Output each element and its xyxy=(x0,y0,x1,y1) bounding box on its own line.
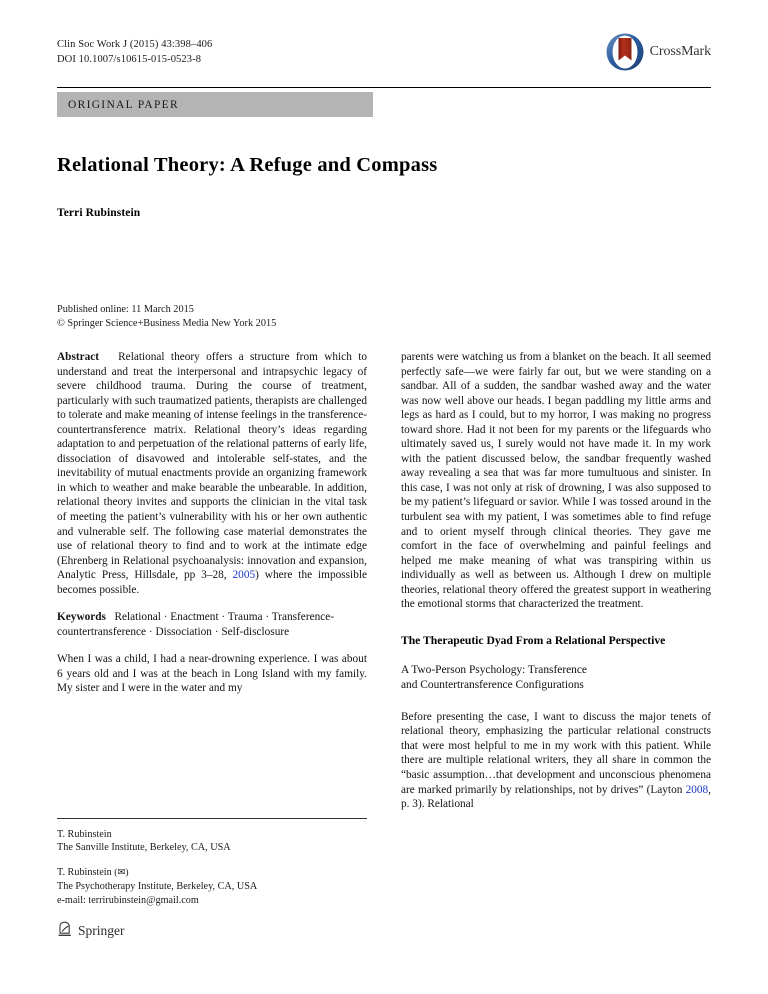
subsection-heading-line1: A Two-Person Psychology: Transference xyxy=(401,663,587,676)
keywords-paragraph xyxy=(57,610,367,639)
abstract-citation-link[interactable]: 2005 xyxy=(232,569,256,582)
affiliation-2-address: The Psychotherapy Institute, Berkeley, CA, USA xyxy=(57,881,258,893)
doi-line: DOI 10.1007/s10615-015-0523-8 xyxy=(57,53,202,65)
publisher-logo xyxy=(57,921,125,938)
affiliation-2-email[interactable]: e-mail: terrirubinstein@gmail.com xyxy=(57,894,199,906)
intro-paragraph-right: parents were watching us from a blanket on the beach. It all seemed perfectly safe—we were fairly far out, but we were standing on a sandbar. All of a sudden, the sandbar washed away and the water was now well above our heads. I began paddling my little arms and legs as hard as I could, but to my horror, I was making no progress toward shore. Had it not been for my parents or the lifeguards who ultimately saved us, I surely would not have made it. In my work with the patient discussed below, the sandbar frequently washed away revealing a sea that was far more tumultuous and sinister. In this case, I was not only at risk of drowning, I was also supposed to be my patient’s lifeguard or savior. While I was tossed around in the turbulent sea with my patient, I was sometimes able to find refuge and to orient myself through clinical theories. They gave me comfort in the face of overwhelming and painful feelings and helped me make meaning of what was transpiring within us individually as well as between us. Although I drew on multiple theories, relational theory offered the greatest support in weathering the emotional storms that characterized the treatment. xyxy=(401,351,711,611)
crossmark-badge[interactable] xyxy=(605,32,711,72)
publisher-name: Springer xyxy=(78,923,125,938)
footnote-divider xyxy=(57,818,367,819)
keywords-list: Relational · Enactment · Trauma · Transference-countertransference · Dissociation · Self-disclosure xyxy=(57,611,335,638)
masthead-divider xyxy=(57,87,711,88)
article-type-banner xyxy=(57,92,373,117)
affiliation-2 xyxy=(57,866,367,907)
affiliation-1 xyxy=(57,828,367,855)
springer-knight-icon xyxy=(57,921,73,938)
affiliation-1-name: T. Rubinstein xyxy=(57,829,112,840)
section-spacer xyxy=(401,612,711,633)
subsection-spacer xyxy=(401,648,711,663)
crossmark-label: CrossMark xyxy=(649,44,711,59)
crossmark-icon xyxy=(605,32,645,72)
affiliation-2-name-row xyxy=(57,866,367,880)
tenets-text-part1: Before presenting the case, I want to discuss the major tenets of relational theory, emphasizing the particular relational constructs that were most helpful to me in my work with this patient. While there are multiple relational writers, they all share in common the “basic assumption…that development and unconscious phenomena are marked primarily by relationships, not by drives” (Layton xyxy=(401,710,711,796)
affiliation-1-address: The Sanville Institute, Berkeley, CA, USA xyxy=(57,842,231,854)
affiliation-2-name: T. Rubinstein xyxy=(57,866,112,878)
author-name: Terri Rubinstein xyxy=(57,207,141,219)
tenets-text-part2: , p. 3). Relational xyxy=(401,783,711,811)
envelope-icon: (✉) xyxy=(114,867,129,878)
journal-citation-line: Clin Soc Work J (2015) 43:398–406 xyxy=(57,39,213,50)
left-column xyxy=(57,350,367,812)
layton-citation-link[interactable]: 2008 xyxy=(685,783,709,796)
copyright-line: © Springer Science+Business Media New York 2015 xyxy=(57,317,277,329)
tenets-paragraph xyxy=(401,710,711,812)
abstract-label: Abstract xyxy=(57,351,100,363)
affiliation-footnote xyxy=(57,818,367,907)
intro-paragraph-left: When I was a child, I had a near-drowning experience. I was about 6 years old and I was at the beach in Long Island with my family. My sister and I were in the water and my xyxy=(57,653,367,695)
body-columns xyxy=(57,350,711,812)
section-heading: The Therapeutic Dyad From a Relational Perspective xyxy=(401,633,666,647)
published-online-date: Published online: 11 March 2015 xyxy=(57,304,194,315)
abstract-text-part2: ) where the impossible becomes possible. xyxy=(57,569,367,596)
right-column xyxy=(401,350,711,812)
abstract-text-part1: Relational theory offers a structure from which to understand and treat the interpersonal and intrapsychic legacy of severe childhood trauma. During the course of treatment, particularly with such traumatized patients, therapists are challenged to tolerate and make meaning of intense feelings in the transference-countertransference matrix. Relational theory’s ideas regarding adaptation to and perpetuation of the relational patterns of early life, dissociation of disavowed and intolerable self-states, and the inevitability of mutual enactments provide an organizing framework in which to weather and make bearable the unbearable. In addition, relational theory invites and supports the clinician in the vital task of meeting the patient’s vulnerability with his or her own authentic and vulnerable self. The following case material demonstrates the use of relational theory to find and to work at the intimate edge (Ehrenberg in Relational psychoanalysis: innovation and expansion, Analytic Press, Hillsdale, pp 3–28, xyxy=(57,351,367,582)
keywords-label: Keywords xyxy=(57,611,106,624)
paragraph-spacer xyxy=(401,694,711,710)
publication-info xyxy=(57,303,276,330)
abstract-paragraph xyxy=(57,350,367,597)
article-type-label: ORIGINAL PAPER xyxy=(68,98,179,111)
subsection-heading-line2: and Countertransference Configurations xyxy=(401,679,584,692)
page-title: Relational Theory: A Refuge and Compass xyxy=(57,154,438,176)
masthead xyxy=(57,38,711,84)
